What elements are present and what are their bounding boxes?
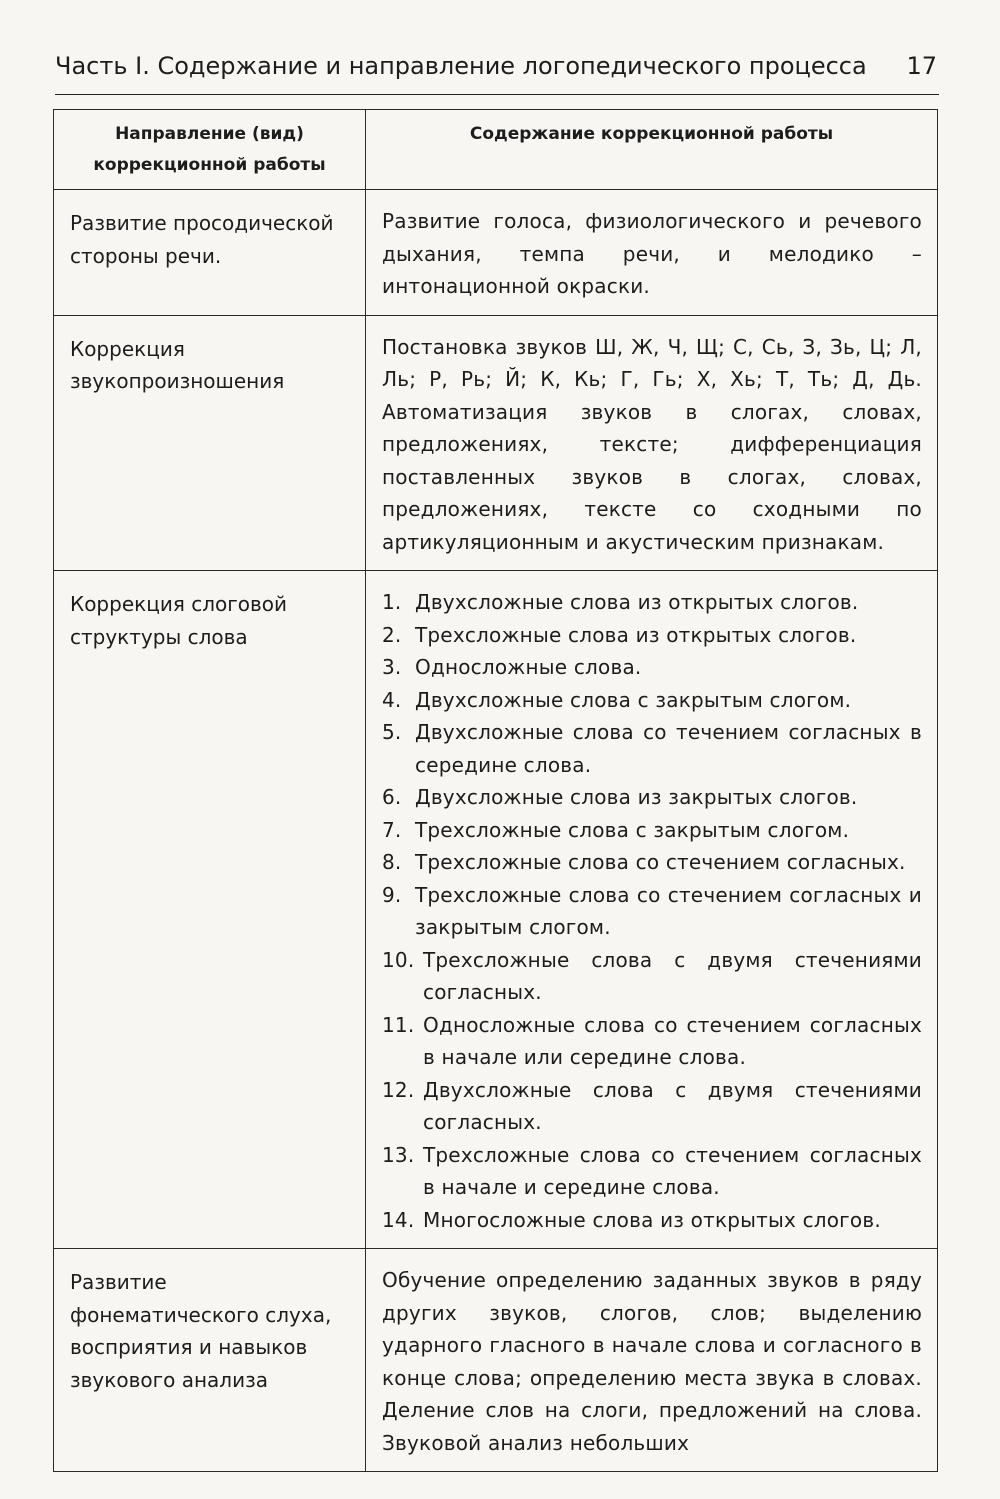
table-row — [54, 1249, 938, 1472]
list-item — [382, 846, 922, 879]
list-item — [382, 586, 922, 619]
list-item-text: Двухсложные слова с двумя стечениями согласных. — [423, 1077, 922, 1134]
list-item-text: Трехсложные слова со стечением согласных в начале и середине слова. — [423, 1142, 922, 1199]
list-item — [382, 1139, 922, 1204]
list-item — [382, 1074, 922, 1139]
syllable-structure-list-cell — [366, 571, 937, 1248]
list-item-number: 6. — [382, 785, 402, 809]
content-text: Развитие голоса, физиологического и речевого дыхания, темпа речи, и мелодико – интонационной окраски. — [382, 209, 922, 298]
content-cell — [366, 1249, 938, 1472]
list-item — [382, 684, 922, 717]
list-item-text: Двухсложные слова из открытых слогов. — [415, 590, 859, 614]
direction-text: Коррекция звукопроизношения — [70, 336, 285, 393]
list-item-number: 11. — [382, 1012, 415, 1037]
table-row — [54, 190, 938, 316]
list-item — [382, 651, 922, 684]
content-cell — [366, 571, 938, 1249]
list-item-number: 1. — [382, 590, 402, 614]
correction-work-table — [53, 109, 938, 1472]
list-item-text: Трехсложные слова со стечением согласных и закрытым слогом. — [415, 882, 922, 939]
list-item-text: Многосложные слова из открытых слогов. — [423, 1207, 881, 1232]
list-item-text: Двухсложные слова с закрытым слогом. — [415, 687, 852, 712]
list-item — [382, 781, 922, 814]
list-item — [382, 1009, 922, 1074]
direction-cell — [54, 190, 366, 316]
list-item-text: Трехсложные слова с двумя стечениями согласных. — [423, 947, 922, 1004]
list-item-number: 7. — [382, 817, 402, 842]
chapter-title: Часть I. Содержание и направление логопедического процесса — [55, 52, 867, 80]
list-item-text: Трехсложные слова со стечением согласных. — [415, 850, 906, 874]
content-cell — [366, 315, 938, 571]
column-header-direction-label: Направление (вид) коррекционной работы — [93, 124, 326, 175]
list-item-number: 12. — [382, 1077, 415, 1102]
running-head — [55, 46, 940, 86]
list-item-number: 10. — [382, 947, 415, 972]
table-row — [54, 315, 938, 571]
list-item — [382, 716, 922, 781]
list-item — [382, 944, 922, 1009]
direction-text: Развитие просодической стороны речи. — [70, 211, 334, 268]
list-item-text: Односложные слова со стечением согласных в начале или середине слова. — [423, 1012, 922, 1069]
table-row — [54, 571, 938, 1249]
list-item-text: Двухсложные слова из закрытых слогов. — [415, 785, 858, 809]
direction-cell — [54, 315, 366, 571]
direction-cell — [54, 571, 366, 1249]
column-header-direction — [54, 110, 366, 190]
content-text: Обучение определению заданных звуков в ряду других звуков, слогов, слов; выделению ударного гласного в начале слова и согласного в конце слова; определению места звука в словах. Деление слов на слоги, предложений на слова. Звуковой анализ небольших — [382, 1268, 922, 1455]
list-item-number: 8. — [382, 850, 402, 874]
direction-text: Коррекция слоговой структуры слова — [70, 592, 287, 649]
direction-cell — [54, 1249, 366, 1472]
list-item-text: Односложные слова. — [415, 655, 642, 679]
column-header-content — [366, 110, 938, 190]
list-item-text: Двухсложные слова со течением согласных в середине слова. — [415, 720, 922, 777]
syllable-structure-list — [382, 586, 922, 1236]
list-item-number: 9. — [382, 882, 402, 907]
page-number: 17 — [906, 52, 937, 80]
list-item-number: 5. — [382, 720, 402, 744]
content-cell — [366, 190, 938, 316]
list-item-text: Трехсложные слова с закрытым слогом. — [415, 817, 850, 842]
column-header-content-label: Содержание коррекционной работы — [469, 124, 834, 144]
list-item-number: 13. — [382, 1142, 415, 1167]
content-text: Постановка звуков Ш, Ж, Ч, Щ; С, Сь, З, Зь, Ц; Л, Ль; Р, Рь; Й; К, Кь; Г, Гь; Х, Хь; Т, Ть; Д, Дь. Автоматизация звуков в слогах, словах, предложениях, тексте; дифференциация поставленных звуков в слогах, словах, предложениях, тексте со сходными по артикуляционным и акустическим признакам. — [382, 334, 922, 554]
list-item — [382, 814, 922, 847]
list-item-text: Трехсложные слова из открытых слогов. — [415, 622, 857, 647]
list-item — [382, 879, 922, 944]
list-item — [382, 619, 922, 652]
header-rule — [55, 94, 939, 95]
direction-text: Развитие фонематического слуха, восприятия и навыков звукового анализа — [70, 1270, 332, 1392]
table-header-row — [54, 110, 938, 190]
list-item-number: 4. — [382, 687, 402, 712]
list-item-number: 3. — [382, 655, 402, 679]
list-item-number: 14. — [382, 1207, 415, 1232]
list-item-number: 2. — [382, 622, 402, 647]
list-item — [382, 1204, 922, 1237]
